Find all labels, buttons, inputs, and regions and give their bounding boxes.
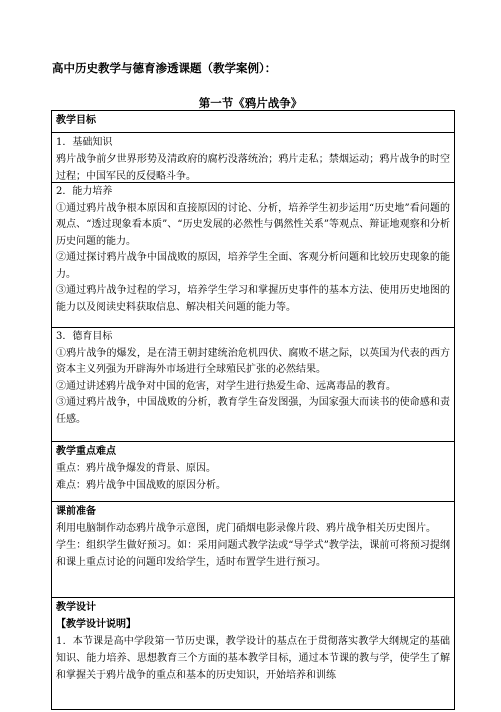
knowledge-cell	[52, 133, 454, 183]
preparation-cell	[52, 502, 454, 598]
lesson-plan-table	[51, 110, 455, 710]
moral-item-2: ②通过讲述鸦片战争对中国的危害，对学生进行热爱生命、远离毒品的教育。	[56, 380, 396, 392]
moral-item-3: ③通过鸦片战争，中国战败的分析，教育学生奋发图强，为国家强大而读书的使命感和责任感。	[56, 397, 450, 425]
section-title: 第一节《鸦片战争》	[198, 96, 303, 110]
page-title: 高中历史教学与德育渗透课题（教学案例）：	[52, 61, 277, 75]
design-subheading: 【教学设计说明】	[56, 619, 136, 630]
ability-cell	[52, 183, 454, 328]
key-points-cell	[52, 442, 454, 502]
key-point-2: 难点：鸦片战争中国战败的原因分析。	[56, 480, 226, 491]
ability-item-1: ①通过鸦片战争根本原因和直接原因的讨论、分析，培养学生初步运用“历史地”看问题的观点、“透过现象看本质”、“历史发展的必然性与偶然性关系”等观点、辩证地观察和分析历史问题的能力。	[56, 202, 450, 247]
design-text: 1．本节课是高中学段第一节历史课，教学设计的基点在于贯彻落实教学大纲规定的基础知识、能力培养、思想教育三个方面的基本教学目标，通过本节课的教与学，使学生了解和掌握关于鸦片战争的重点和基本的历史知识，开始培养和训练	[56, 636, 450, 681]
moral-heading: 3．德育目标	[56, 331, 113, 342]
preparation-item-2: 学生：组织学生做好预习。如：采用问题式教学法或“导学式”教学法，课前可将预习提纲和课上重点讨论的问题印发给学生，适时布置学生进行预习。	[56, 540, 450, 568]
ability-heading: 2．能力培养	[56, 186, 113, 197]
design-cell	[52, 598, 454, 710]
objectives-heading: 教学目标	[52, 111, 454, 133]
key-point-1: 重点：鸦片战争爆发的背景、原因。	[56, 463, 216, 474]
knowledge-heading: 1．基础知识	[56, 137, 113, 148]
ability-item-2: ②通过探讨鸦片战争中国战败的原因，培养学生全面、客观分析问题和比较历史现象的能力。	[56, 252, 450, 280]
preparation-heading: 课前准备	[56, 506, 96, 517]
moral-cell	[52, 328, 454, 442]
preparation-item-1: 利用电脑制作动态鸦片战争示意图，虎门硝烟电影录像片段、鸦片战争相关历史图片。	[56, 523, 436, 534]
moral-item-1: ①鸦片战争的爆发，是在清王朝封建统治危机四伏、腐败不堪之际，以英国为代表的西方资本主义列强为开辟海外市场进行全球殖民扩张的必然结果。	[56, 347, 450, 375]
key-points-heading: 教学重点难点	[56, 446, 116, 457]
knowledge-text: 鸦片战争前夕世界形势及清政府的腐朽没落统治；鸦片走私；禁烟运动；鸦片战争的时空过程；中国军民的反侵略斗争。	[56, 154, 450, 182]
design-heading: 教学设计	[56, 602, 96, 613]
ability-item-3: ③通过鸦片战争过程的学习，培养学生学习和掌握历史事件的基本方法、使用历史地图的能力以及阅读史料获取信息、解决相关问题的能力等。	[56, 285, 450, 313]
